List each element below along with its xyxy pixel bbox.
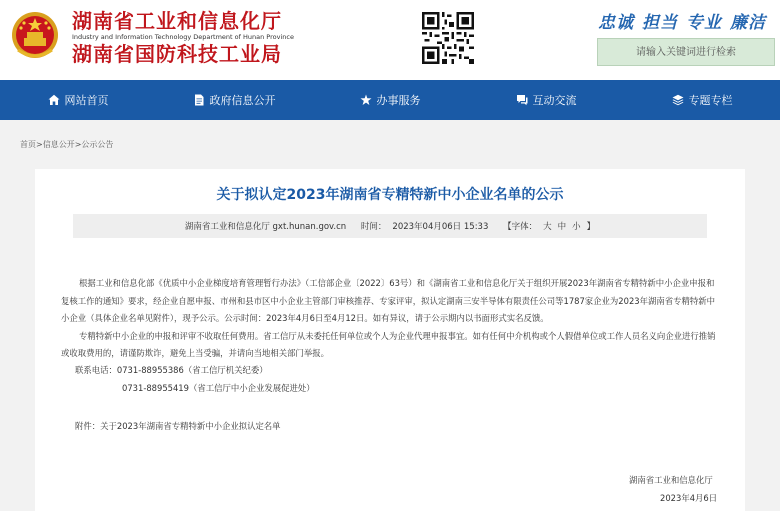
nav-item-home[interactable] (0, 80, 156, 120)
article-time-label: 时间： (360, 222, 387, 232)
slogan-word: 专业 (686, 13, 722, 33)
contact-phone-1: 0731-88955386（省工信厅机关纪委） (116, 365, 268, 375)
layers-icon (672, 94, 684, 106)
contact-label: 联系电话： (75, 365, 117, 375)
breadcrumb-info-open[interactable]: 信息公开 (42, 140, 75, 149)
contact-line-1 (75, 364, 268, 376)
font-size-small-button[interactable]: 小 (572, 222, 581, 232)
breadcrumb-separator: > (36, 140, 43, 149)
main-nav (0, 80, 780, 120)
article-source: 湖南省工业和信息化厅 gxt.hunan.gov.cn (184, 222, 347, 232)
breadcrumb-separator: > (74, 140, 82, 149)
font-size-medium-button[interactable]: 中 (557, 222, 567, 232)
breadcrumb-home[interactable]: 首页 (20, 140, 36, 149)
nav-item-services[interactable] (312, 80, 468, 120)
site-title-english: Industry and Information Technology Department of Hunan Province (72, 33, 294, 41)
nav-item-interaction[interactable] (468, 80, 624, 120)
article-time: 2023年04月06日 15:33 (392, 222, 489, 232)
font-size-close: 】 (586, 222, 596, 232)
site-title: 湖南省工业和信息化厅 (72, 9, 282, 33)
article-card (35, 169, 745, 511)
breadcrumb (20, 139, 113, 150)
article-paragraph: 根据工业和信息化部《优质中小企业梯度培育管理暂行办法》（工信部企业〔2022〕63号）和《湖南省工业和信息化厅关于组织开展2023年湖南省专精特新中小企业申报和复核工作的通知》要求，经企业自愿申报、市州和县市区中小企业主管部门审核推荐、专家评审，拟认定湖南三安半导体有限责任公司等1787家企业为2023年湖南省专精特新中小企业（具体企业名单见附件），现予公示。公示时间：2023年4月6日至4月12日。如有异议，请于公示期内以书面形式实名反馈。 (61, 278, 715, 324)
home-icon (48, 94, 60, 106)
nav-item-label: 网站首页 (64, 94, 109, 107)
slogan-word: 担当 (642, 13, 678, 33)
search-box[interactable] (597, 38, 775, 66)
nav-item-label: 互动交流 (532, 94, 577, 107)
qr-code-icon (422, 12, 474, 64)
signature-date: 2023年4月6日 (660, 493, 718, 503)
attachment-link[interactable]: 关于2023年湖南省专精特新中小企业拟认定名单 (100, 421, 281, 431)
font-size-label: 【字体： (503, 222, 538, 232)
site-subtitle: 湖南省国防科技工业局 (72, 42, 282, 66)
document-icon (193, 94, 205, 106)
nav-item-label: 办事服务 (376, 94, 421, 107)
attachment-label: 附件： (75, 421, 101, 431)
site-title-block (72, 10, 294, 66)
national-emblem-icon (10, 10, 60, 62)
slogan-word: 忠诚 (598, 13, 634, 33)
breadcrumb-announcements[interactable]: 公示公告 (81, 140, 114, 149)
article-body (61, 275, 721, 363)
nav-item-gov-info[interactable] (156, 80, 312, 120)
article-paragraph: 专精特新中小企业的申报和评审不收取任何费用。省工信厅从未委托任何单位或个人为企业代理申报事宜。如有任何中介机构或个人假借单位或工作人员名义向企业进行推销或收取费用的，请谨防欺诈，避免上当受骗，并请向当地相关部门举报。 (61, 330, 716, 359)
search-input[interactable] (598, 39, 774, 65)
signature-org: 湖南省工业和信息化厅 (629, 475, 713, 485)
nav-item-special-topics[interactable] (624, 80, 780, 120)
nav-item-label: 政府信息公开 (209, 94, 276, 107)
article-meta-bar (73, 214, 707, 238)
chat-icon (516, 94, 528, 106)
contact-phone-2: 0731-88955419（省工信厅中小企业发展促进处） (122, 383, 315, 393)
slogan-word: 廉洁 (730, 13, 766, 33)
article-title: 关于拟认定2023年湖南省专精特新中小企业名单的公示 (216, 187, 564, 203)
slogan (598, 8, 766, 33)
font-size-large-button[interactable]: 大 (543, 222, 552, 232)
service-icon (360, 94, 372, 106)
contact-line-2 (122, 382, 315, 394)
site-header (0, 0, 780, 80)
nav-item-label: 专题专栏 (688, 94, 733, 107)
attachment-line (75, 420, 281, 432)
